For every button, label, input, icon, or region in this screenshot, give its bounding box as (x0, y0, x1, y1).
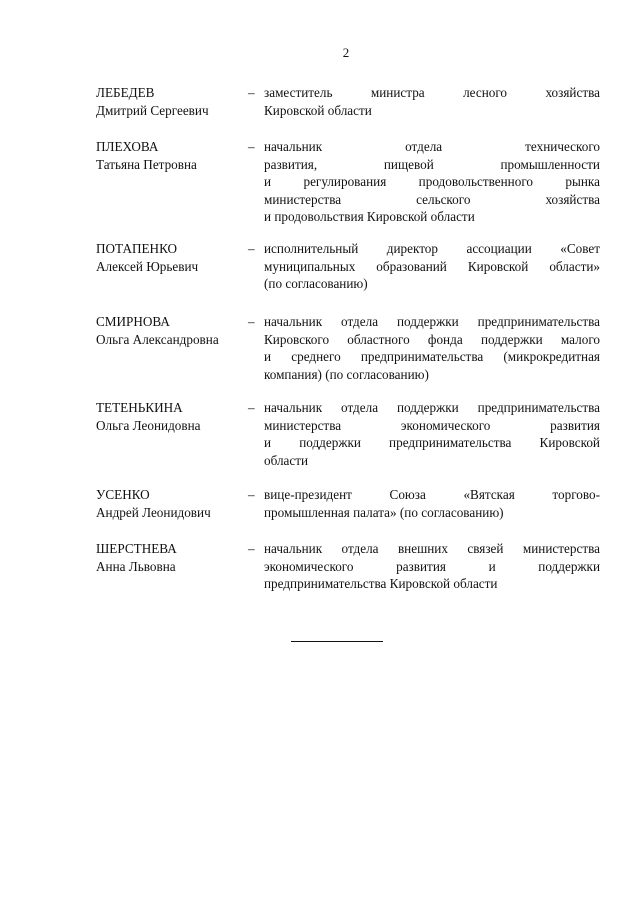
member-entry (96, 540, 600, 593)
member-name (96, 313, 248, 383)
member-position-line: министерства экономического развития (264, 417, 600, 433)
member-name (96, 138, 248, 226)
member-position-line: заместитель министра лесного хозяйства (264, 85, 600, 100)
member-surname: ЛЕБЕДЕВ (96, 85, 155, 100)
page-number: 2 (342, 45, 350, 60)
member-given-names: Анна Львовна (96, 558, 176, 574)
member-dash: – (248, 139, 255, 154)
member-position-line: вице-президент Союза «Вятская торгово- (264, 487, 600, 502)
member-entry (96, 240, 600, 293)
member-position-line: и среднего предпринимательства (микрокредитная (264, 349, 600, 364)
member-position-line: экономического развития и поддержки (264, 558, 600, 574)
member-name (96, 399, 248, 469)
member-position-line: предпринимательства Кировской области (264, 576, 498, 591)
member-position (264, 84, 600, 119)
member-given-names: Татьяна Петровна (96, 156, 197, 172)
member-position-line: начальник отдела поддержки предпринимательства (264, 314, 600, 329)
member-position (264, 240, 600, 293)
member-position-line: и регулирования продовольственного рынка (264, 174, 600, 189)
member-dash: – (248, 541, 255, 556)
member-dash: – (248, 400, 255, 415)
member-name (96, 540, 248, 593)
member-entry (96, 313, 600, 383)
member-position (264, 399, 600, 469)
member-surname: ШЕРСТНЕВА (96, 541, 177, 556)
member-given-names: Ольга Леонидовна (96, 417, 201, 433)
member-dash: – (248, 241, 255, 256)
member-position-line: и продовольствия Кировской области (264, 209, 475, 224)
member-position-line: компания) (по согласованию) (264, 366, 429, 382)
member-entry (96, 138, 600, 226)
member-position (264, 138, 600, 226)
member-surname: СМИРНОВА (96, 314, 170, 329)
member-position (264, 486, 600, 521)
closing-rule (291, 641, 383, 642)
member-surname: ПЛЕХОВА (96, 139, 159, 154)
member-surname: ТЕТЕНЬКИНА (96, 400, 183, 415)
member-position-line: начальник отдела внешних связей министерства (264, 541, 600, 556)
member-surname: ПОТАПЕНКО (96, 241, 178, 256)
member-position-line: промышленная палата» (по согласованию) (264, 504, 504, 520)
member-position-line: начальник отдела технического (264, 139, 600, 154)
member-dash: – (248, 314, 255, 329)
member-position-line: и поддержки предпринимательства Кировской (264, 435, 600, 450)
member-dash: – (248, 85, 255, 100)
member-position-line: Кировской области (264, 102, 372, 118)
member-dash: – (248, 487, 255, 502)
member-position-line: исполнительный директор ассоциации «Совет (264, 241, 600, 256)
member-position-line: области (264, 452, 309, 468)
member-position (264, 540, 600, 593)
member-position-line: развития, пищевой промышленности (264, 156, 600, 172)
member-position (264, 313, 600, 383)
member-given-names: Андрей Леонидович (96, 504, 211, 520)
member-name (96, 486, 248, 521)
member-entry (96, 84, 600, 119)
member-entry (96, 486, 600, 521)
member-position-line: (по согласованию) (264, 276, 368, 291)
member-name (96, 240, 248, 293)
member-name (96, 84, 248, 119)
member-position-line: Кировского областного фонда поддержки малого (264, 331, 600, 347)
member-given-names: Алексей Юрьевич (96, 258, 199, 274)
member-position-line: начальник отдела поддержки предпринимательства (264, 400, 600, 415)
member-position-line: министерства сельского хозяйства (264, 191, 600, 207)
member-surname: УСЕНКО (96, 487, 150, 502)
member-entry (96, 399, 600, 469)
member-given-names: Ольга Александровна (96, 331, 219, 347)
member-position-line: муниципальных образований Кировской области» (264, 258, 600, 274)
member-given-names: Дмитрий Сергеевич (96, 102, 209, 118)
